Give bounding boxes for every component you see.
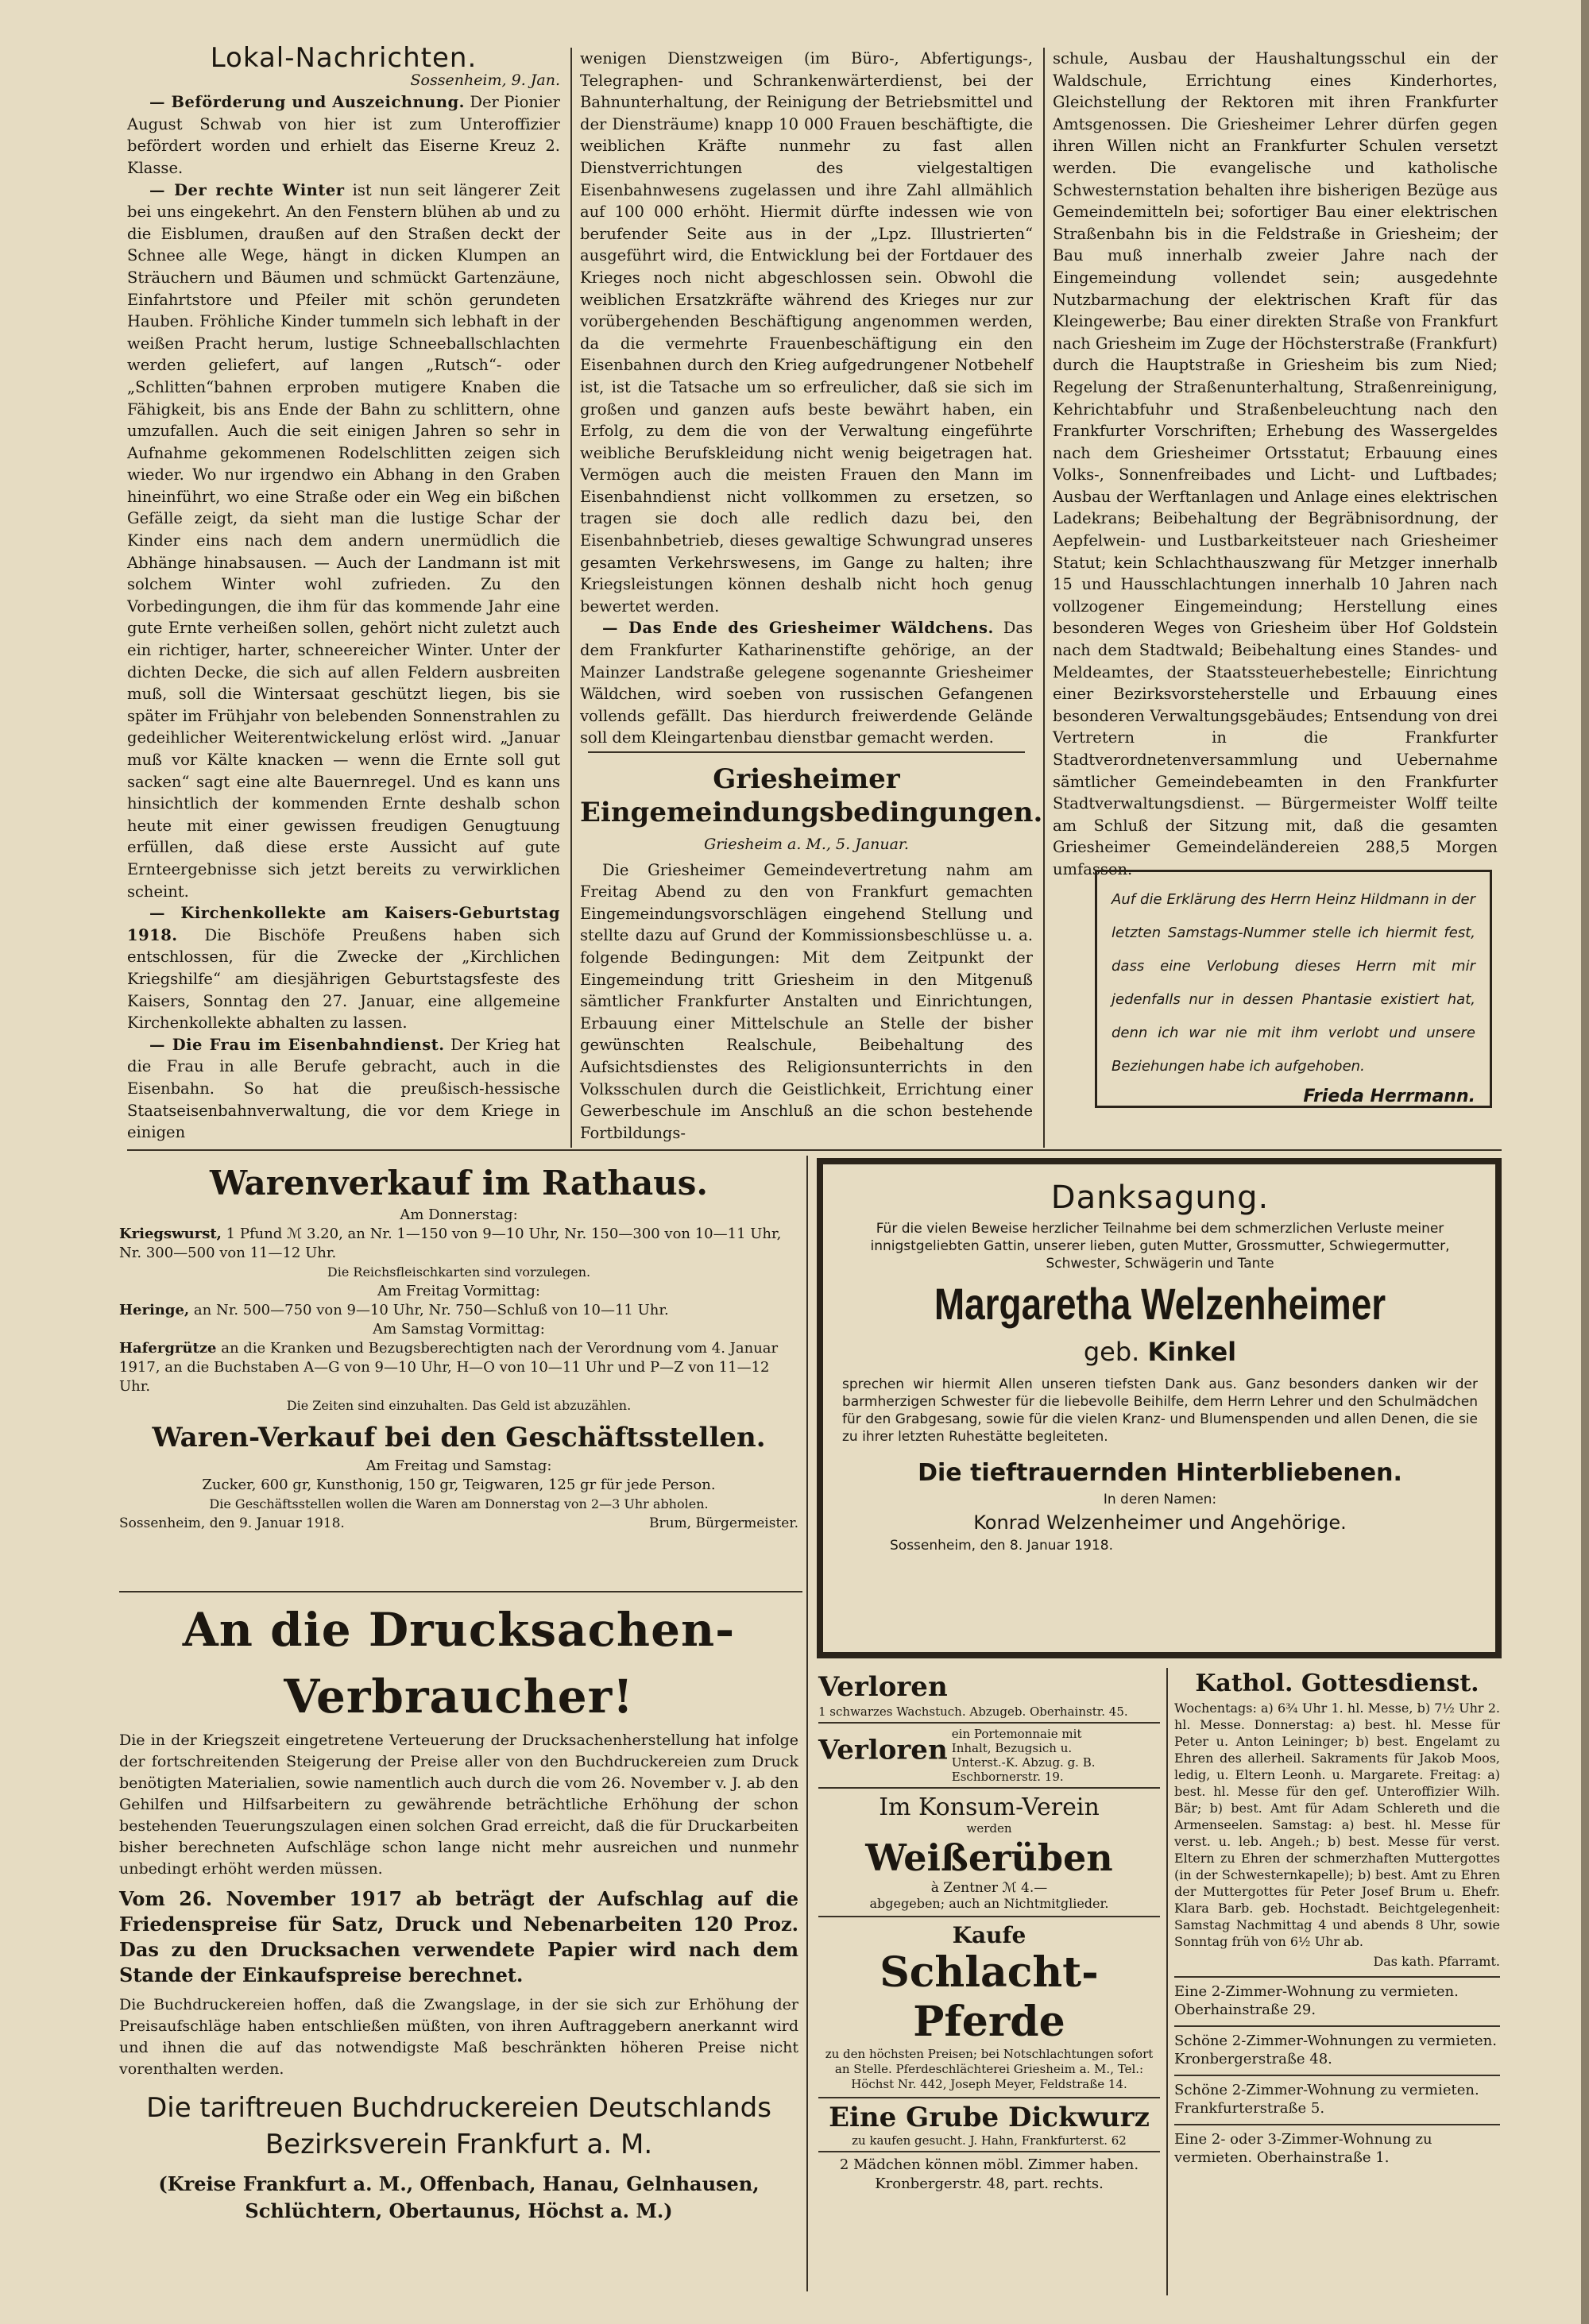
ad-dickwurz: Eine Grube Dickwurz zu kaufen gesucht. J. Hahn, Frankfurterst. 62 (818, 2098, 1160, 2152)
druck-para-2: Vom 26. November 1917 ab beträgt der Aufschlag auf die Friedenspreise für Satz, Druck und Nebenarbeiten 120 Proz. Das zu den Drucksachen verwendete Papier wird nach dem Stande der Einkaufspreise berechnet. (119, 1887, 798, 1986)
warenverkauf-title: Warenverkauf im Rathaus. (210, 1164, 708, 1203)
eingemeindung-title-2: Eingemeindungsbedingungen. (580, 797, 1043, 828)
gott-title: Kathol. Gottesdienst. (1195, 1670, 1479, 1697)
druck-sign-2: Bezirksverein Frankfurt a. M. (265, 2129, 653, 2160)
ware-line: Kriegswurst, 1 Pfund ℳ 3.20, an Nr. 1—150 von 9—10 Uhr, Nr. 150—300 von 10—11 Uhr, Nr. 300—500 von 11—12 Uhr. (119, 1226, 782, 1261)
dank-para-1: Für die vielen Beweise herzlicher Teilnahme bei dem schmerzlichen Verluste meiner innigstgeliebten Gattin, unserer lieben, guten Mutter, Grossmutter, Schwiegermutter, Schwester, Schwägerin und Tante (870, 1221, 1450, 1272)
dank-sig-3: Konrad Welzenheimer und Angehörige. (973, 1511, 1347, 1534)
article-waeldchen: — Das Ende des Griesheimer Wäldchens. Das dem Frankfurter Katharinenstifte gehörige, an der Mainzer Landstraße gelegene sogenannte Griesheimer Wäldchen, wird soeben von russischen Gefangenen vollends gefällt. Das hierdurch freiwerdende Gelände soll dem Kleingartenbau dienstbar gemacht werden. (580, 619, 1033, 747)
gottesdienst (1174, 1668, 1500, 2295)
small-ads (818, 1668, 1160, 2295)
article-winter: — Der rechte Winter ist nun seit längerer Zeit bei uns eingekehrt. An den Fenstern blühen ab und zu die Eisblumen, draußen auf den Straßen deckt der Schnee alle Wege, hängt in dicken Klumpen an Sträuchern und Bäumen und schmückt Gartenzäune, Einfahrtstore und Pfeiler mit schön gerundeten Hauben. Fröhliche Kinder tummeln sich lebhaft in der weißen Pracht herum, lustige Schneeballschlachten werden geliefert, auf langen „Rutsch“- oder „Schlitten“bahnen erproben mutigere Knaben die Fähigkeit, bis ans Ende der Bahn zu schlittern, ohne umzufallen. Auch die seit einigen Jahren so sehr in Aufnahme gekommenen Rodelschlitten zeigen sich wieder. Wo nur irgendwo ein Abhang in den Graben hineinführt, wo eine Straße oder ein Weg ein bißchen Gefälle zeigt, da sieht man die lustige Schar der Kinder eins nach dem andern unermüdlich die Abhänge hinabsausen. — Auch der Landmann ist mit solchem Winter wohl zufrieden. Zu den Vorbedingungen, die ihm für das kommende Jahr eine gute Ernte verheißen sollen, gehört nicht zuletzt auch ein richtiger, harter, schneereicher Winter. Unter der dichten Decke, die sich auf allen Feldern ausbreiten muß, soll die Wintersaat geschützt liegen, bis sie später im Frühjahr von belebenden Sonnenstrahlen zu gedeihlicher Weiterentwickelung erlöst wird. „Januar muß vor Kälte knacken — wenn die Ernte soll gut sacken“ sagt eine alte Bauernregel. Und es kann uns hinsichtlich der kommenden Ernte deshalb schon heute mit einer gewissen freudigen Genugtuung erfüllen, daß diese erste Aussicht auf gute Ernteergebnisse sich jetzt bereits zu verwirklichen scheint. (127, 180, 560, 901)
wohnung-ad: Eine 2- oder 3-Zimmer-Wohnung zu vermieten. Oberhainstraße 1. (1174, 2124, 1500, 2167)
ware-note: Die Zeiten sind einzuhalten. Das Geld ist abzuzählen. (286, 1398, 632, 1413)
druck-sign-1: Die tariftreuen Buchdruckereien Deutschlands (146, 2092, 771, 2124)
druck-title: An die Drucksachen-Verbraucher! (182, 1603, 736, 1724)
separator (588, 751, 1025, 753)
page-edge (1581, 0, 1589, 2324)
column-left (127, 42, 561, 1148)
ad-druckfachen (119, 1596, 798, 2295)
ad-verloren-2: Verloren ein Portemonnaie mit Inhalt, Bezugsich u. Unterst.-K. Abzug. g. B. Eschbornerstr. 19. (818, 1724, 1160, 1789)
ware-day: Am Freitag Vormittag: (377, 1283, 540, 1299)
dank-para-2: sprechen wir hiermit Allen unseren tiefsten Dank aus. Ganz besonders danken wir der barmherzigen Schwester für die liebevolle Beihilfe, dem Herrn Lehrer und den Schulmädchen für den Grabgesang, sowie für die vielen Kranz- und Blumenspenden und allen Denen, die sie zu ihrer letzten Ruhestätte begleiteten. (842, 1376, 1478, 1445)
column-rule (1166, 1668, 1168, 2295)
ware-line: Hafergrütze an die Kranken und Bezugsberechtigten nach der Verordnung vom 4. Januar 1917, an die Buchstaben A—G von 9—10 Uhr, H—O von 10—11 Uhr und P—Z von 11—12 Uhr. (119, 1340, 779, 1395)
wohnung-ad: Eine 2-Zimmer-Wohnung zu vermieten. Oberhainstraße 29. (1174, 1976, 1500, 2019)
wohnung-ad: Schöne 2-Zimmer-Wohnungen zu vermieten. Kronbergerstraße 48. (1174, 2025, 1500, 2068)
column-middle (580, 48, 1033, 747)
dank-date: Sossenheim, den 8. Januar 1918. (890, 1538, 1113, 1554)
section-rule (127, 1149, 1502, 1151)
dank-title: Danksagung. (1050, 1179, 1270, 1216)
ware-note: Die Geschäftsstellen wollen die Waren am Donnerstag von 2—3 Uhr abholen. (209, 1496, 709, 1511)
ware-line: Zucker, 600 gr, Kunsthonig, 150 gr, Teigwaren, 125 gr für jede Person. (202, 1477, 716, 1493)
dank-geb: geb. Kinkel (1083, 1337, 1237, 1367)
druck-para-3: Die Buchdruckereien hoffen, daß die Zwangslage, in der sie sich zur Erhöhung der Preisaufschläge haben entschließen müßten, von ihren Auftraggebern anerkannt wird und ihnen die auf das notwendigste Maß beschränkten höheren Preise nicht vorenthalten werden. (119, 1996, 798, 2078)
ware-note: Die Reichsfleischkarten sind vorzulegen. (327, 1264, 591, 1280)
notice-herrmann: Auf die Erklärung des Herrn Heinz Hildmann in der letzten Samstags-Nummer stelle ich hiermit fest, dass eine Verlobung dieses Herrn mit mir jedenfalls nur in dessen Phantasie existiert hat, denn ich war nie mit ihm verlobt und unsere Beziehungen habe ich aufgehoben. Frieda Herrmann. (1095, 870, 1492, 1108)
article-eisenbahn-cont: wenigen Dienstzweigen (im Büro-, Abfertigungs-, Telegraphen- und Schrankenwärterdienst, bei der Bahnunterhaltung, der Reinigung der Betriebsmittel und der Diensträume) knapp 10 000 Frauen beschäftigte, die weiblichen Kräfte nunmehr zu fast allen Dienstverrichtungen des vielgestaltigen Eisenbahnwesens zugelassen und ihre Zahl allmählich auf 100 000 erhöht. Hiermit dürfte indessen wie von berufender Seite aus in der „Lpz. Illustrierten“ ausgeführt wird, die Entwicklung bei der Fortdauer des Krieges noch nicht abgeschlossen sein. Obwohl die weiblichen Ersatzkräfte während des Krieges nur zur vorübergehenden Beschäftigung angenommen werden, da die vermehrte Frauenbeschäftigung ein den Eisenbahnen durch den Krieg aufgedrungener Notbehelf ist, ist die Tatsache um so erfreulicher, daß sie sich im großen und ganzen aufs beste bewährt haben, ein Erfolg, zu dem die von der Verwaltung eingeführte weibliche Berufskleidung nicht wenig beigetragen hat. Vermögen auch die meisten Frauen den Mann im Eisenbahndienst nicht vollkommen zu ersetzen, so tragen sie doch alle redlich dazu bei, den Eisenbahnbetrieb, dieses gewaltige Schwungrad unseres gesamten Verkehrswesens, im Gange zu halten; ihre Kriegsleistungen können deshalb nicht hoch genug bewertet werden. (580, 49, 1033, 616)
article-eisenbahn: — Die Frau im Eisenbahndienst. Der Krieg hat die Frau in alle Berufe gebracht, auch in die Eisenbahn. So hat die preußisch-hessische Staatseisenbahnverwaltung, die vor dem Kriege in einigen (127, 1035, 561, 1142)
ware-day: Am Freitag und Samstag: (365, 1457, 552, 1474)
lokal-title: Lokal-Nachrichten. (210, 42, 477, 74)
column-right (1053, 48, 1498, 878)
ad-verloren-1: Verloren 1 schwarzes Wachstuch. Abzugeb. Oberhainstr. 45. (818, 1668, 1160, 1724)
article-kirchenkollekte: — Kirchenkollekte am Kaisers-Geburtstag 1918. Die Bischöfe Preußens haben sich entschlossen, für die Zwecke der „Kirchlichen Kriegshilfe“ am diesjährigen Geburtstagsfeste des Kaisers, Sonntag den 27. Januar, eine allgemeine Kirchenkollekte abhalten zu lassen. (127, 904, 561, 1033)
ad-danksagung (842, 1176, 1478, 1644)
eingemeindung-dateline: Griesheim a. M., 5. Januar. (704, 836, 909, 853)
column-rule (1043, 48, 1045, 1148)
ware-signature: Sossenheim, den 9. Januar 1918. Brum, Bürgermeister. (119, 1515, 798, 1531)
druck-sign-4: Schlüchtern, Obertaunus, Höchst a. M.) (245, 2199, 673, 2222)
dank-sig-2: In deren Namen: (1103, 1492, 1217, 1508)
gott-body: Wochentags: a) 6¾ Uhr 1. hl. Messe, b) 7½ Uhr 2. hl. Messe. Donnerstag: a) best. hl. Messe für Peter u. Anton Leininger; b) best. Engelamt zu Ehren des allerheil. Sakraments für Jakob Moos, ledig, u. Eltern Leonh. u. Margarete. Freitag: a) best. hl. Messe für den gef. Unteroffizier Wilh. Bär; b) best. Amt für Adam Schlereth und die Armenseelen. Samstag: a) best. hl. Messe für verst. u. leb. Angeh.; b) best. Messe für verst. Eltern zu Ehren der schmerzhaften Muttergottes (in der Schwesternkapelle); b) best. Amt zu Ehren der Muttergottes für Peter Josef Brum u. Ehefr. Klara Barb. geb. Hochstadt. Beichtgelegenheit: Samstag Nachmittag 4 und abends 8 Uhr, sowie Sonntag früh von 6½ Uhr ab. (1174, 1701, 1500, 1949)
section-rule (119, 1591, 802, 1592)
column-rule (806, 1156, 808, 2291)
column-rule (570, 48, 572, 1148)
gott-signature: Das kath. Pfarramt. (1373, 1954, 1500, 1969)
ad-warenverkauf (119, 1161, 798, 1590)
article-befoerderung: — Beförderung und Auszeichnung. Der Pionier August Schwab von hier ist zum Unteroffizier befördert worden und erhielt das Eiserne Kreuz 2. Klasse. (127, 93, 560, 177)
druck-sign-3: (Kreise Frankfurt a. M., Offenbach, Hanau, Gelnhausen, (158, 2172, 760, 2195)
wohnung-ad: Schöne 2-Zimmer-Wohnung zu vermieten. Frankfurterstraße 5. (1174, 2075, 1500, 2117)
dateline: Sossenheim, 9. Jan. (410, 71, 560, 89)
notice-signature: Frieda Herrmann. (1303, 1087, 1475, 1106)
dank-signature: Die tieftrauernden Hinterbliebenen. (918, 1459, 1402, 1487)
ware-line: Heringe, an Nr. 500—750 von 9—10 Uhr, Nr. 750—Schluß von 10—11 Uhr. (119, 1302, 669, 1318)
eingemeindung-cont: schule, Ausbau der Haushaltungsschul ein der Waldschule, Errichtung eines Kinderhortes, Gleichstellung der Rektoren mit ihren Frankfurter Amtsgenossen. Die Griesheimer Lehrer dürfen gegen ihren Willen nicht an Frankfurter Schulen versetzt werden. Die evangelische und katholische Schwesternstation behalten ihre bisherigen Bezüge aus Gemeindemitteln bei; sofortiger Bau einer elektrischen Straßenbahn bis in die Feldstraße in Griesheim; der Bau muß innerhalb zweier Jahre nach der Eingemeindung vollendet sein; ausgedehnte Nutzbarmachung der elektrischen Kraft für das Kleingewerbe; Bau einer direkten Straße von Frankfurt nach Griesheim im Zuge der Höchsterstraße (Frankfurt) durch die Hauptstraße in Griesheim bis zum Nied; Regelung der Straßenunterhaltung, Straßenreinigung, Kehrichtabfuhr und Straßenbeleuchtung nach den Frankfurter Vorschriften; Erhebung des Wassergeldes nach dem Griesheimer Ortsstatut; Erbauung eines Volks-, Sonnenfreibades und Licht- und Luftbades; Ausbau der Werftanlagen und Anlage eines elektrischen Ladekrans; Beibehaltung der Begräbnisordnung, der Aepfelwein- und Lustbarkeitsteuer nach Griesheimer Statut; kein Schlachthauszwang für Metzger innerhalb 15 und Hausschlachtungen innerhalb 10 Jahren nach vollzogener Eingemeindung; Herstellung eines besonderen Weges von Griesheim über Hof Goldstein nach dem Stadtwald; Beibehaltung eines Standes- und Meldeamtes, der Staatssteuerhebestelle; Einrichtung einer Bezirksvorsteherstelle und Erbauung eines besonderen Verwaltungsgebäudes; Entsendung von drei Vertretern in die Frankfurter Stadtverordnetenversammlung und Uebernahme sämtlicher Gemeindebeamten in den Frankfurter Stadtverwaltungsdienst. — Bürgermeister Wolff teilte am Schluß der Sitzung mit, daß die gesamten Griesheimer Gemeindeländereien 288,5 Morgen umfassen. (1053, 49, 1498, 878)
article-eingemeindung (580, 762, 1043, 1144)
druck-para-1: Die in der Kriegszeit eingetretene Verteuerung der Drucksachenherstellung hat infolge der fortschreitenden Steigerung der Preise aller von den Buchdruckereien zum Druck benötigten Materialien, sowie namentlich auch durch die vom 26. November v. J. ab den Gehilfen und Hilfsarbeitern zu gewährende beträchtliche Erhöhung der schon bestehenden Teuerungszulagen einen solchen Grad erreicht, daß die für Druckarbeiten bisher berechneten Aufschläge schon lange nicht mehr ausreichen und nunmehr unbedingt erhöht werden müssen. (119, 1731, 798, 1878)
ad-pferde: Kaufe Schlacht-Pferde zu den höchsten Preisen; bei Notschlachtungen sofort an Stelle. Pferdeschlächterei Griesheim a. M., Tel.: Höchst Nr. 442, Joseph Meyer, Feldstraße 14. (818, 1917, 1160, 2098)
eingemeindung-body: Die Griesheimer Gemeindevertretung nahm am Freitag Abend zu den von Frankfurt gemachten Eingemeindungsvorschlägen eingehend Stellung und stellte dazu auf Grund der Kommissionsbeschlüsse u. a. folgende Bedingungen: Mit dem Zeitpunkt der Eingemeindung tritt Griesheim in den Mitgenuß sämtlicher Frankfurter Anstalten und Einrichtungen, Erbauung einer Mittelschule an Stelle der bisher gewünschten Realschule, Beibehaltung des Aufsichtsdienstes des Religionsunterrichts in den Volksschulen durch die Geistlichkeit, Errichtung einer Gewerbeschule im Anschluß an die schon bestehende Fortbildungs- (580, 860, 1033, 1142)
warenverkauf-title-2: Waren-Verkauf bei den Geschäftsstellen. (152, 1422, 766, 1453)
ware-day: Am Samstag Vormittag: (373, 1321, 545, 1338)
eingemeindung-title-1: Griesheimer (713, 763, 900, 795)
ware-day: Am Donnerstag: (400, 1206, 518, 1223)
ad-konsum: Im Konsum-Verein werden Weißerüben à Zentner ℳ 4.— abgegeben; auch an Nichtmitglieder. (818, 1789, 1160, 1917)
ad-maedchen: 2 Mädchen können möbl. Zimmer haben. Kronbergerstr. 48, part. rechts. (839, 2156, 1139, 2192)
dank-name: Margaretha Welzenheimer (934, 1279, 1386, 1329)
